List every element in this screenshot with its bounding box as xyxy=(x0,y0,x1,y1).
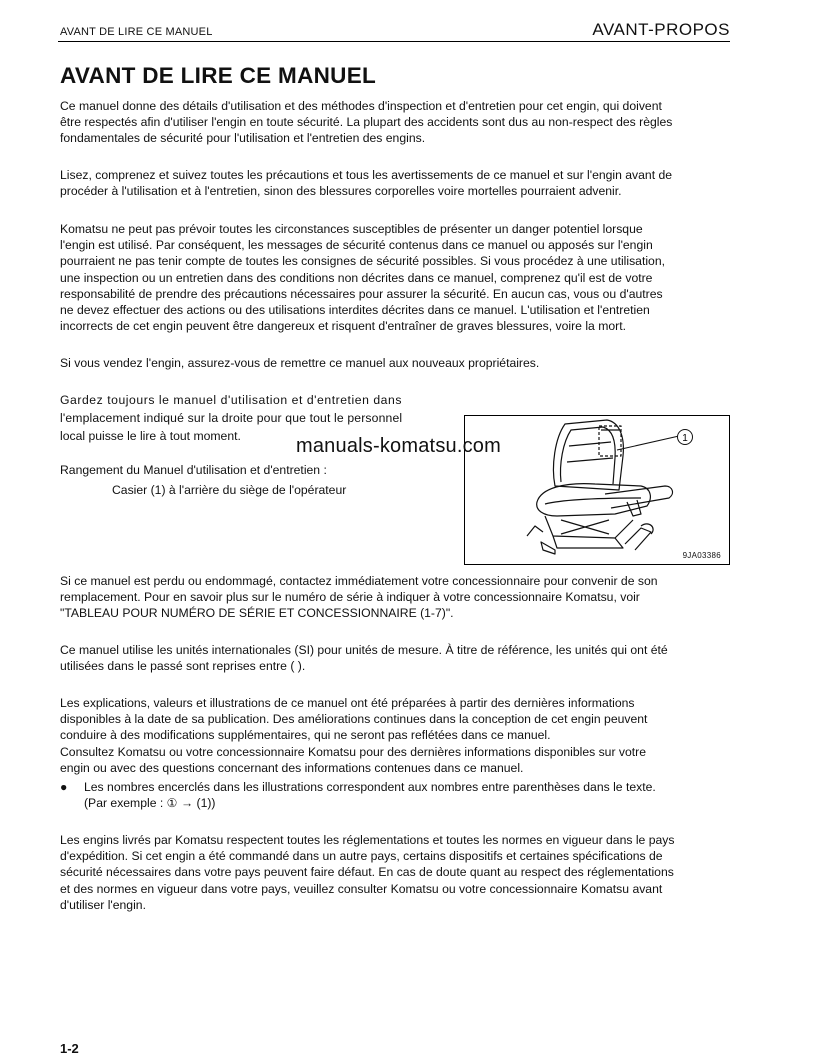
seat-illustration xyxy=(464,415,730,565)
header-section-title: AVANT DE LIRE CE MANUEL xyxy=(60,26,213,38)
page-number: 1-2 xyxy=(60,1041,79,1056)
text-line: une inspection ou un entretien dans des conditions non décrites dans ce manuel, comprenez qu'il est de votre xyxy=(60,270,653,285)
text-line: d'utiliser l'engin. xyxy=(60,897,146,912)
text-line: l'engin est utilisé. Par conséquent, les messages de sécurité contenus dans ce manuel ou apposés sur l'engin xyxy=(60,238,653,253)
text-line: Les explications, valeurs et illustrations de ce manuel ont été préparées à partir des dernières informations xyxy=(60,696,635,710)
text-line: (Par exemple : ① → (1)) xyxy=(84,796,216,811)
text-line: Si ce manuel est perdu ou endommagé, contactez immédiatement votre concessionnaire pour convenir de son xyxy=(60,574,658,588)
lost-manual-paragraph xyxy=(60,573,732,622)
callout-number: 1 xyxy=(682,433,688,444)
text-line: remplacement. Pour en savoir plus sur le numéro de série à indiquer à votre concessionnaire Komatsu, voir xyxy=(60,590,640,605)
text-line: Ce manuel donne des détails d'utilisation et des méthodes d'inspection et d'entretien pour cet engin, qui doivent xyxy=(60,99,662,113)
bullet-text xyxy=(84,779,656,811)
text-line: d'expédition. Si cet engin a été commandé dans un autre pays, certains dispositifs et certaines spécifications de xyxy=(60,849,663,864)
text-line: "TABLEAU POUR NUMÉRO DE SÉRIE ET CONCESSIONNAIRE (1-7)". xyxy=(60,606,454,621)
text-line: Komatsu ne peut pas prévoir toutes les circonstances susceptibles de présenter un danger potentiel lorsque xyxy=(60,222,643,236)
text-line: ne devez effectuer des actions ou des utilisations interdites décrites dans ce manuel. L'utilisation et l'entretien xyxy=(60,303,650,318)
explanations-paragraph xyxy=(60,695,732,776)
text-line: Consultez Komatsu ou votre concessionnaire Komatsu pour des dernières informations disponibles sur votre xyxy=(60,744,646,759)
text-line: être respectés afin d'utiliser l'engin en toute sécurité. La plupart des accidents sont dus au non-respect des règles xyxy=(60,115,673,130)
text-line: et des normes en vigueur dans votre pays, veuillez consulter Komatsu ou votre concessionnaire Komatsu avant xyxy=(60,881,663,896)
bullet-icon: ● xyxy=(60,780,68,794)
storage-location: Casier (1) à l'arrière du siège de l'opérateur xyxy=(112,483,347,497)
text-line: utilisées dans le passé sont reprises entre ( ). xyxy=(60,659,306,674)
operator-seat-drawing xyxy=(465,416,729,564)
intro-paragraph xyxy=(60,98,732,147)
precautions-paragraph xyxy=(60,167,732,199)
text-line: responsabilité de prendre des précautions nécessaires pour assurer la sécurité. En aucun cas, vous ou d'autres xyxy=(60,286,663,301)
text-line: procéder à l'utilisation et à l'entretien, sinon des blessures corporelles voire mortelles pourraient advenir. xyxy=(60,184,622,199)
text-line: l'emplacement indiqué sur la droite pour que tout le personnel xyxy=(60,411,403,425)
text-line: Si vous vendez l'engin, assurez-vous de remettre ce manuel aux nouveaux propriétaires. xyxy=(60,356,540,370)
page-title: AVANT DE LIRE CE MANUEL xyxy=(60,63,377,88)
text-line: sécurité nécessaires dans votre pays peuvent faire défaut. En cas de doute quant au respect des réglementations xyxy=(60,865,674,880)
storage-label: Rangement du Manuel d'utilisation et d'entretien : xyxy=(60,463,327,477)
text-line: disponibles à la date de sa publication. Des améliorations continues dans la conception de cet engin peuvent xyxy=(60,712,648,727)
text-line: Ce manuel utilise les unités internationales (SI) pour unités de mesure. À titre de référence, les unités qui ont été xyxy=(60,643,668,657)
text-line: Les nombres encerclés dans les illustrations correspondent aux nombres entre parenthèses dans le texte. xyxy=(84,780,656,794)
text-line: local puisse le lire à tout moment. xyxy=(60,429,241,443)
figure-code: 9JA03386 xyxy=(682,551,721,560)
text-line: Lisez, comprenez et suivez toutes les précautions et tous les avertissements de ce manuel et sur l'engin avant de xyxy=(60,168,673,182)
text-line: Les engins livrés par Komatsu respectent toutes les réglementations et toutes les normes en vigueur dans le pays xyxy=(60,833,675,847)
text-line: pourraient ne pas tenir compte de toutes les consignes de sécurité possibles. Si vous procédez à une utilisation, xyxy=(60,254,665,269)
header-chapter-title: AVANT-PROPOS xyxy=(592,20,730,39)
units-paragraph xyxy=(60,642,732,674)
text-line: engin ou avec des questions concernant des informations contenues dans ce manuel. xyxy=(60,760,524,775)
text-line: Gardez toujours le manuel d'utilisation et d'entretien dans xyxy=(60,393,402,407)
header-divider xyxy=(58,41,730,42)
text-line: fondamentales de sécurité pour l'utilisation et l'entretien des engins. xyxy=(60,131,426,146)
komatsu-liability-paragraph xyxy=(60,221,732,334)
resale-paragraph xyxy=(60,355,732,371)
text-line: incorrects de cet engin peuvent être dangereux et risquent d'entraîner de graves blessures, voire la mort. xyxy=(60,319,626,334)
text-line: conduire à des modifications supplémentaires, qui ne seront pas reflétées dans ce manuel. xyxy=(60,728,551,743)
watermark-text: manuals-komatsu.com xyxy=(296,435,501,457)
regulations-paragraph xyxy=(60,832,732,913)
